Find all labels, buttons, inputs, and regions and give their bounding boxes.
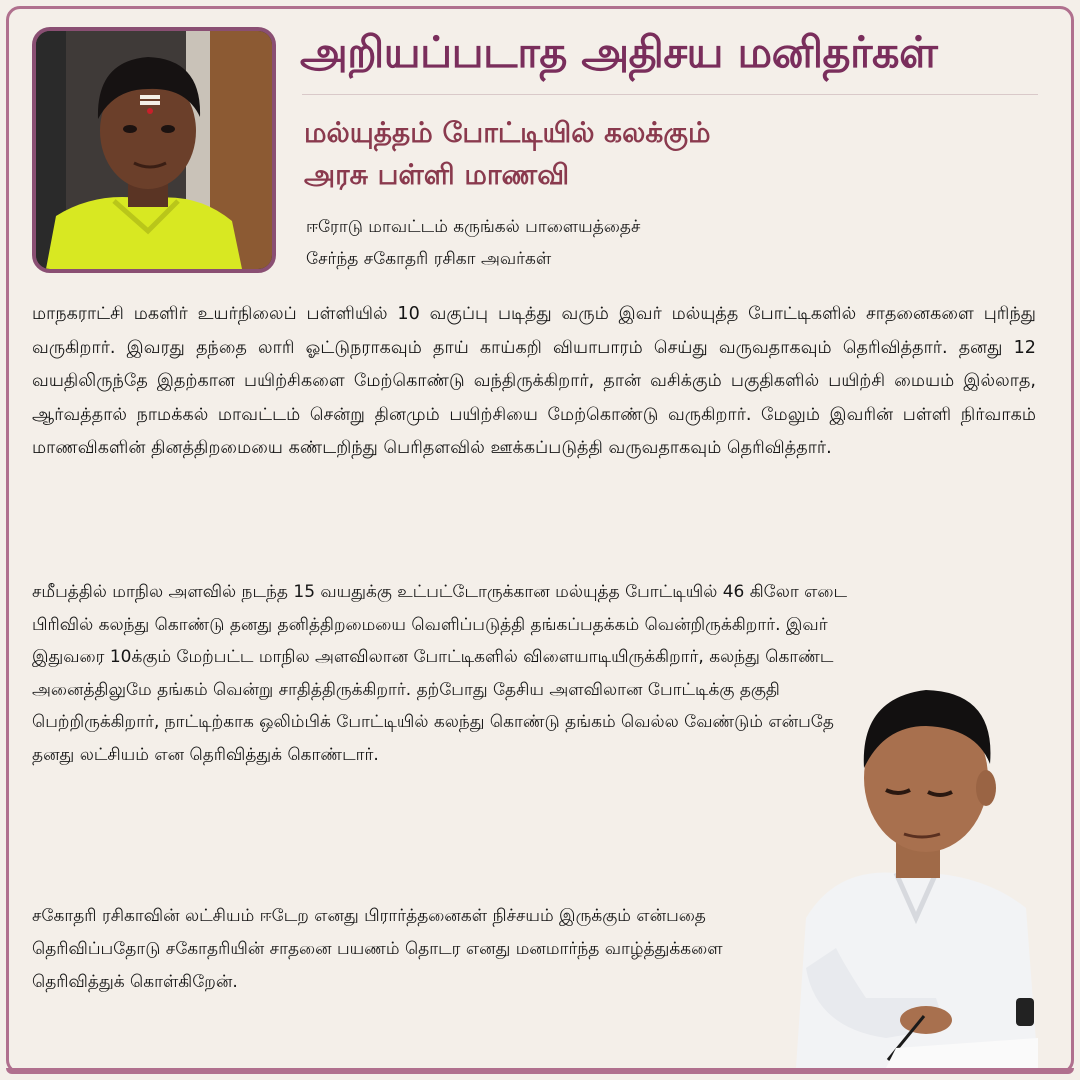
article-subtitle: [304, 112, 824, 196]
paragraph-1: மாநகராட்சி மகளிர் உயர்நிலைப் பள்ளியில் 10 வகுப்பு படித்து வரும் இவர் மல்யுத்த போட்டிகளில் சாதனைகளை புரிந்து வருகிறார். இவரது தந்தை லாரி ஓட்டுநராகவும் தாய் காய்கறி வியாபாரம் செய்து வருவதாகவும் தெரிவித்தார். தனது 12 வயதிலிருந்தே இதற்கான பயிற்சிகளை மேற்கொண்டு வந்திருக்கிறார், தான் வசிக்கும் பகுதிகளில் பயிற்சி மையம் இல்லாத, ஆர்வத்தால் நாமக்கல் மாவட்டம் சென்று தினமும் பயிற்சியை மேற்கொண்டு வருகிறார். மேலும் இவரின் பள்ளி நிர்வாகம் மாணவிகளின் தினத்திறமையை கண்டறிந்து பெரிதளவில் ஊக்கப்படுத்தி வருவதாகவும் தெரிவித்தார்.: [32, 304, 1036, 458]
page-title: அறியப்படாத அதிசய மனிதர்கள்: [300, 28, 938, 78]
byline-line-2: சேர்ந்த சகோதரி ரசிகா அவர்கள்: [306, 249, 552, 269]
author-photo: [776, 668, 1046, 1068]
man-signing-portrait: [776, 668, 1046, 1068]
student-portrait: [36, 31, 272, 269]
byline-line-1: ஈரோடு மாவட்டம் கருங்கல் பாளையத்தைச்: [306, 217, 641, 237]
student-photo: [32, 27, 276, 273]
subtitle-line-2: அரசு பள்ளி மாணவி: [304, 158, 570, 191]
paragraph-3: சகோதரி ரசிகாவின் லட்சியம் ஈடேற எனது பிரார்த்தனைகள் நிச்சயம் இருக்கும் என்பதை தெரிவிப்பதோடு சகோதரியின் சாதனை பயணம் தொடர எனது மனமார்ந்த வாழ்த்துக்களை தெரிவித்துக் கொள்கிறேன்.: [32, 906, 723, 992]
subtitle-line-1: மல்யுத்தம் போட்டியில் கலக்கும்: [304, 116, 711, 149]
page-frame-bottom-bar: [6, 1068, 1074, 1074]
title-divider: [302, 94, 1038, 95]
paragraph-2: சமீபத்தில் மாநில அளவில் நடந்த 15 வயதுக்கு உட்பட்டோருக்கான மல்யுத்த போட்டியில் 46 கிலோ எடை பிரிவில் கலந்து கொண்டு தனது தனித்திறமையை வெளிப்படுத்தி தங்கப்பதக்கம் வென்றிருக்கிறார். இவர் இதுவரை 10க்கும் மேற்பட்ட மாநில அளவிலான போட்டிகளில் விளையாடியிருக்கிறார், கலந்து கொண்ட அனைத்திலுமே தங்கம் வென்று சாதித்திருக்கிறார். தற்போது தேசிய அளவிலான போட்டிக்கு தகுதி பெற்றிருக்கிறார், நாட்டிற்காக ஒலிம்பிக் போட்டியில் கலந்து கொண்டு தங்கம் வெல்ல வேண்டும் என்பதே தனது லட்சியம் என தெரிவித்துக் கொண்டார்.: [32, 582, 848, 765]
article-byline: [306, 211, 866, 275]
